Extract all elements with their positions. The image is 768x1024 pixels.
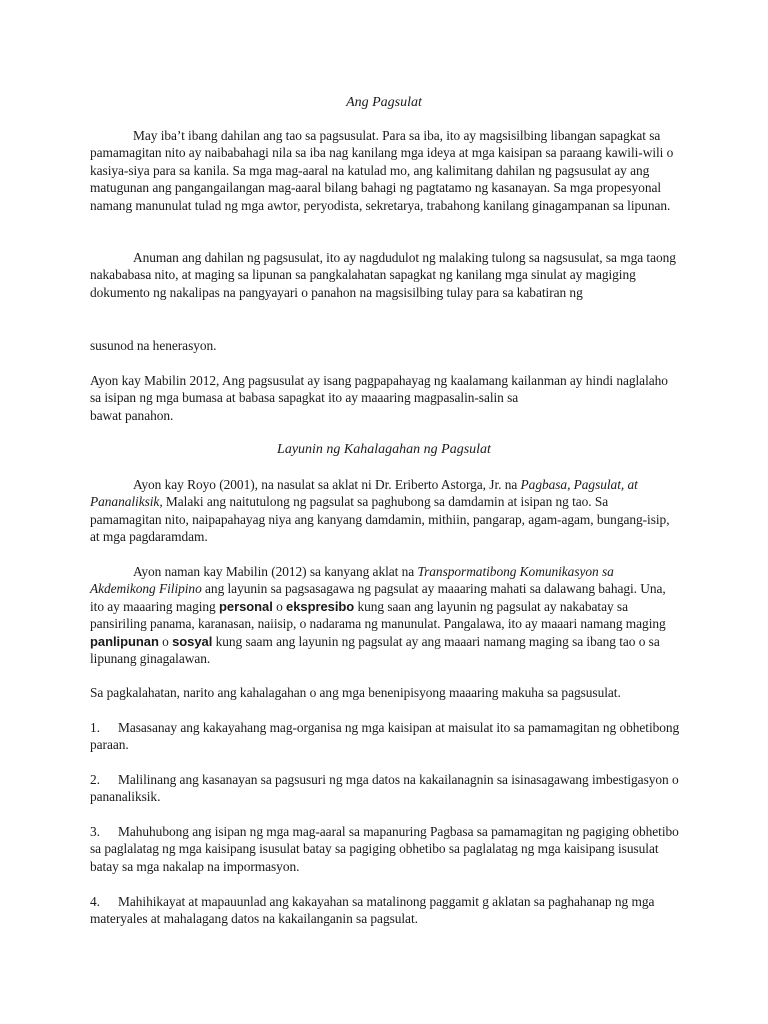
- list-item-4: [90, 893, 680, 928]
- paragraph-4-text: Ayon kay Mabilin 2012, Ang pagsusulat ay isang pagpapahayag ng kaalamang kailanman ay hindi naglalaho sa isipan ng mga bumasa at babasa sapagkat ito ay maaaring magpasalin-salin sa: [90, 373, 668, 406]
- list-number: 4.: [90, 894, 100, 909]
- paragraph-6: [90, 563, 680, 667]
- term-ekspresibo: ekspresibo: [286, 598, 355, 614]
- list-item-text: Masasanay ang kakayahang mag-organisa ng mga kaisipan at maisulat ito sa pamamagitan ng obhetibong paraan.: [90, 720, 680, 753]
- list-number: 2.: [90, 772, 100, 787]
- paragraph-2: Anuman ang dahilan ng pagsusulat, ito ay nagdudulot ng malaking tulong sa nagsusulat, sa mga taong nakababasa nito, at maging sa lipunan sa pangkalahatan sapagkat ng kanilang mga sinulat ay magiging dokumento ng nakalipas na pangyayari o panahon na magsisilbing tulay para sa kabatiran ng: [90, 250, 676, 300]
- paragraph-5: [90, 476, 680, 546]
- list-item-1: [90, 719, 680, 754]
- book-title-1: Pagbasa, Pagsulat, at Pananaliksik,: [90, 477, 638, 510]
- paragraph-6-text-d: kung saan ang layunin ng pagsulat ay nakabatay sa pansiriling panama, karanasan, naiisip, o nadarama ng manunulat. Pangalawa, ito ay maaari namang maging: [90, 598, 666, 632]
- paragraph-4-end: bawat panahon.: [90, 407, 174, 423]
- document-title: Ang Pagsulat: [346, 95, 422, 110]
- paragraph-6-text-a: Ayon naman kay Mabilin (2012) sa kanyang aklat na: [133, 564, 418, 579]
- term-personal: personal: [219, 598, 273, 614]
- section-heading: Layunin ng Kahalagahan ng Pagsulat: [277, 442, 491, 457]
- paragraph-6-text-b: ang layunin sa pagsasagawa ng pagsulat ay maaaring mahati sa dalawang bahagi. Una, ito ay maaaring maging: [90, 581, 666, 614]
- paragraph-6-text-e: o: [158, 633, 173, 649]
- paragraph-5-text-b: Malaki ang naitutulong ng pagsulat sa paghubong sa damdamin at isipan ng tao. Sa pamamagitan nito, naipapahayag niya ang kanyang damdamin, mithiin, pangarap, agam-agam, bungang-isip, at mga pagdaramdam.: [90, 494, 670, 545]
- paragraph-3: susunod na henerasyon.: [90, 338, 217, 353]
- term-sosyal: sosyal: [172, 633, 213, 649]
- book-title-2: Transpormatibong Komunikasyon sa Akdemikong Filipino: [90, 564, 614, 597]
- list-item-3: [90, 823, 680, 875]
- list-number: 3.: [90, 824, 100, 839]
- paragraph-1: May iba’t ibang dahilan ang tao sa pagsusulat. Para sa iba, ito ay magsisilbing libangan sapagkat sa pamamagitan nito ay naibabahagi nila sa iba nag kanilang mga ideya at mga kaisipan sa paraang kawili-wili o kasiya-siya para sa kanila. Sa mga mag-aaral na katulad mo, ang kalimitang dahilan ng pagsusulat ay ang matugunan ang pangangailangan mag-aaral bilang bahagi ng pagtatamo ng kasanayan. Sa mga propesyonal namang manunulat tulad ng mga awtor, peryodista, sekretarya, trabahong kanilang ginagampanan sa lipunan.: [90, 128, 674, 213]
- list-item-text: Mahihikayat at mapauunlad ang kakayahan sa matalinong paggamit g aklatan sa paghahanap ng mga materyales at mahalagang datos na kakailanganin sa pagsulat.: [90, 894, 655, 927]
- list-item-text: Mahuhubong ang isipan ng mga mag-aaral sa mapanuring Pagbasa sa pamamagitan ng pagiging obhetibo sa paglalatag ng mga kaisipang isusulat batay sa pagiging obhetibo sa paglalatag ng mga kaisipang isusulat batay sa mga nakalap na impormasyon.: [90, 824, 679, 874]
- paragraph-7: Sa pagkalahatan, narito ang kahalagahan o ang mga benenipisyong maaaring makuha sa pagsusulat.: [90, 685, 621, 700]
- list-item-2: [90, 771, 680, 806]
- list-item-text: Malilinang ang kasanayan sa pagsusuri ng mga datos na kakailanagnin sa isinasagawang imbestigasyon o pananaliksik.: [90, 772, 679, 805]
- paragraph-6-text-f: kung saam ang layunin ng pagsulat ay ang maaari namang maging sa ibang tao o sa lipunang ginagalawan.: [90, 633, 660, 667]
- term-panlipunan: panlipunan: [90, 633, 159, 649]
- paragraph-6-text-c: o: [272, 598, 287, 614]
- paragraph-4: [90, 372, 680, 424]
- list-number: 1.: [90, 720, 100, 735]
- paragraph-5-text-a: Ayon kay Royo (2001), na nasulat sa aklat ni Dr. Eriberto Astorga, Jr. na: [133, 477, 521, 492]
